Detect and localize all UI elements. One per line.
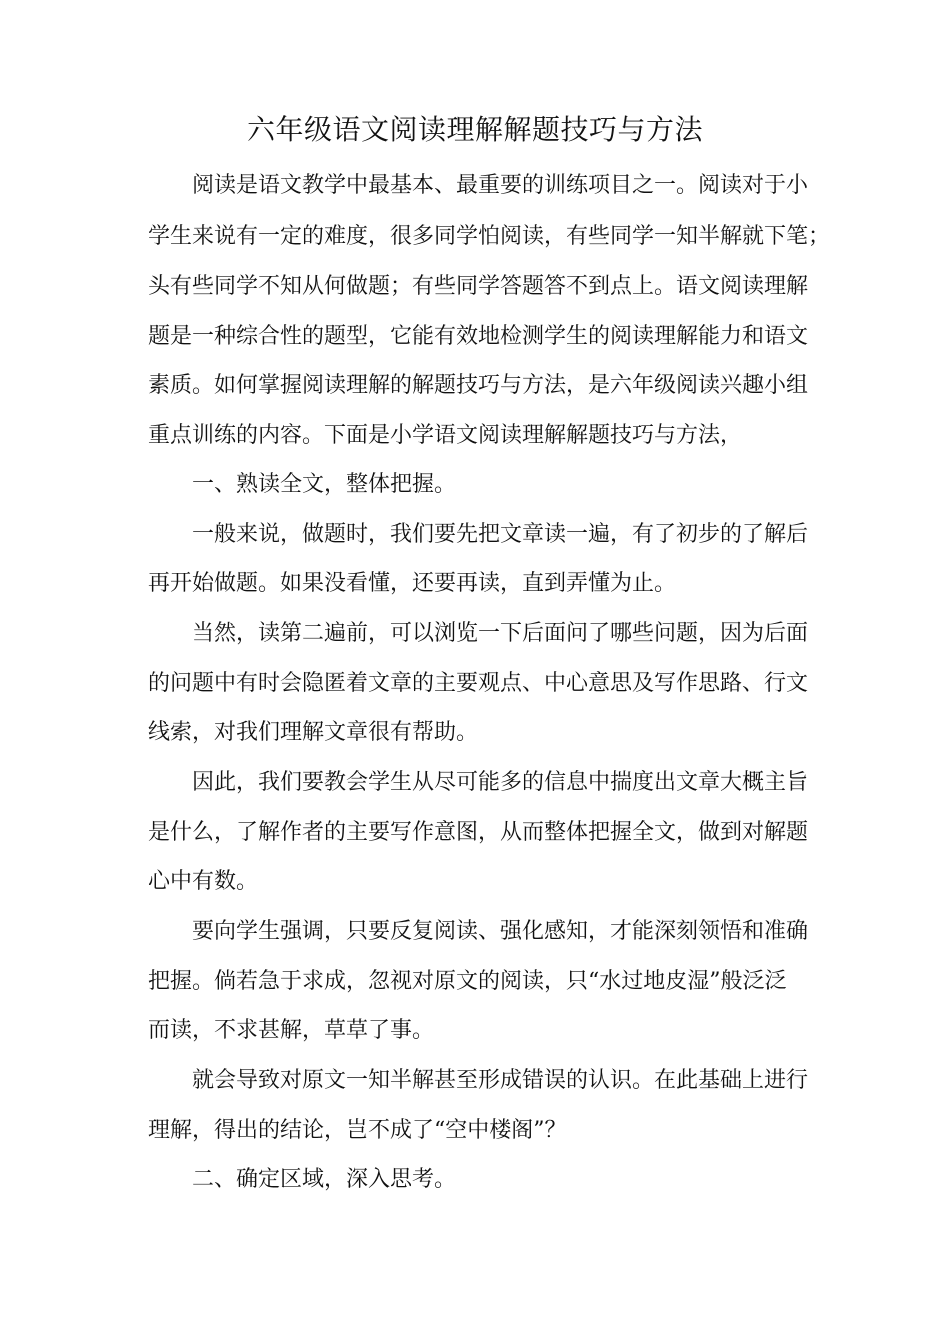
text-line: 把握。倘若急于求成，忽视对原文的阅读，只“水过地皮湿”般泛泛	[148, 969, 787, 994]
text-line: 阅读是语文教学中最基本、最重要的训练项目之一。阅读对于小	[192, 173, 809, 198]
text-line: 线索，对我们理解文章很有帮助。	[148, 720, 479, 745]
text-line: 重点训练的内容。下面是小学语文阅读理解解题技巧与方法，	[148, 423, 743, 448]
text-line: 一般来说，做题时，我们要先把文章读一遍，有了初步的了解后	[192, 522, 809, 547]
text-line: 要向学生强调，只要反复阅读、强化感知，才能深刻领悟和准确	[192, 919, 809, 944]
section-heading: 二、确定区域，深入思考。	[192, 1167, 457, 1192]
page-title: 六年级语文阅读理解解题技巧与方法	[246, 113, 703, 146]
text-line: 理解，得出的结论，岂不成了“空中楼阁”？	[148, 1118, 567, 1143]
text-line: 心中有数。	[148, 869, 259, 894]
section-heading: 一、熟读全文，整体把握。	[192, 472, 457, 497]
text-line: 的问题中有时会隐匿着文章的主要观点、中心意思及写作思路、行文	[148, 671, 809, 696]
text-line: 素质。如何掌握阅读理解的解题技巧与方法，是六年级阅读兴趣小组	[148, 373, 809, 398]
text-line: 而读，不求甚解，草草了事。	[148, 1018, 435, 1043]
text-line: 学生来说有一定的难度，很多同学怕阅读，有些同学一知半解就下笔；	[148, 224, 831, 249]
text-line: 因此，我们要教会学生从尽可能多的信息中揣度出文章大概主旨	[192, 770, 809, 795]
text-line: 再开始做题。如果没看懂，还要再读，直到弄懂为止。	[148, 571, 677, 596]
text-line: 当然，读第二遍前，可以浏览一下后面问了哪些问题，因为后面	[192, 621, 809, 646]
text-line: 是什么，了解作者的主要写作意图，从而整体把握全文，做到对解题	[148, 820, 809, 845]
text-line: 题是一种综合性的题型，它能有效地检测学生的阅读理解能力和语文	[148, 324, 809, 349]
text-line: 就会导致对原文一知半解甚至形成错误的认识。在此基础上进行	[192, 1068, 809, 1093]
text-line: 头有些同学不知从何做题；有些同学答题答不到点上。语文阅读理解	[148, 274, 809, 299]
